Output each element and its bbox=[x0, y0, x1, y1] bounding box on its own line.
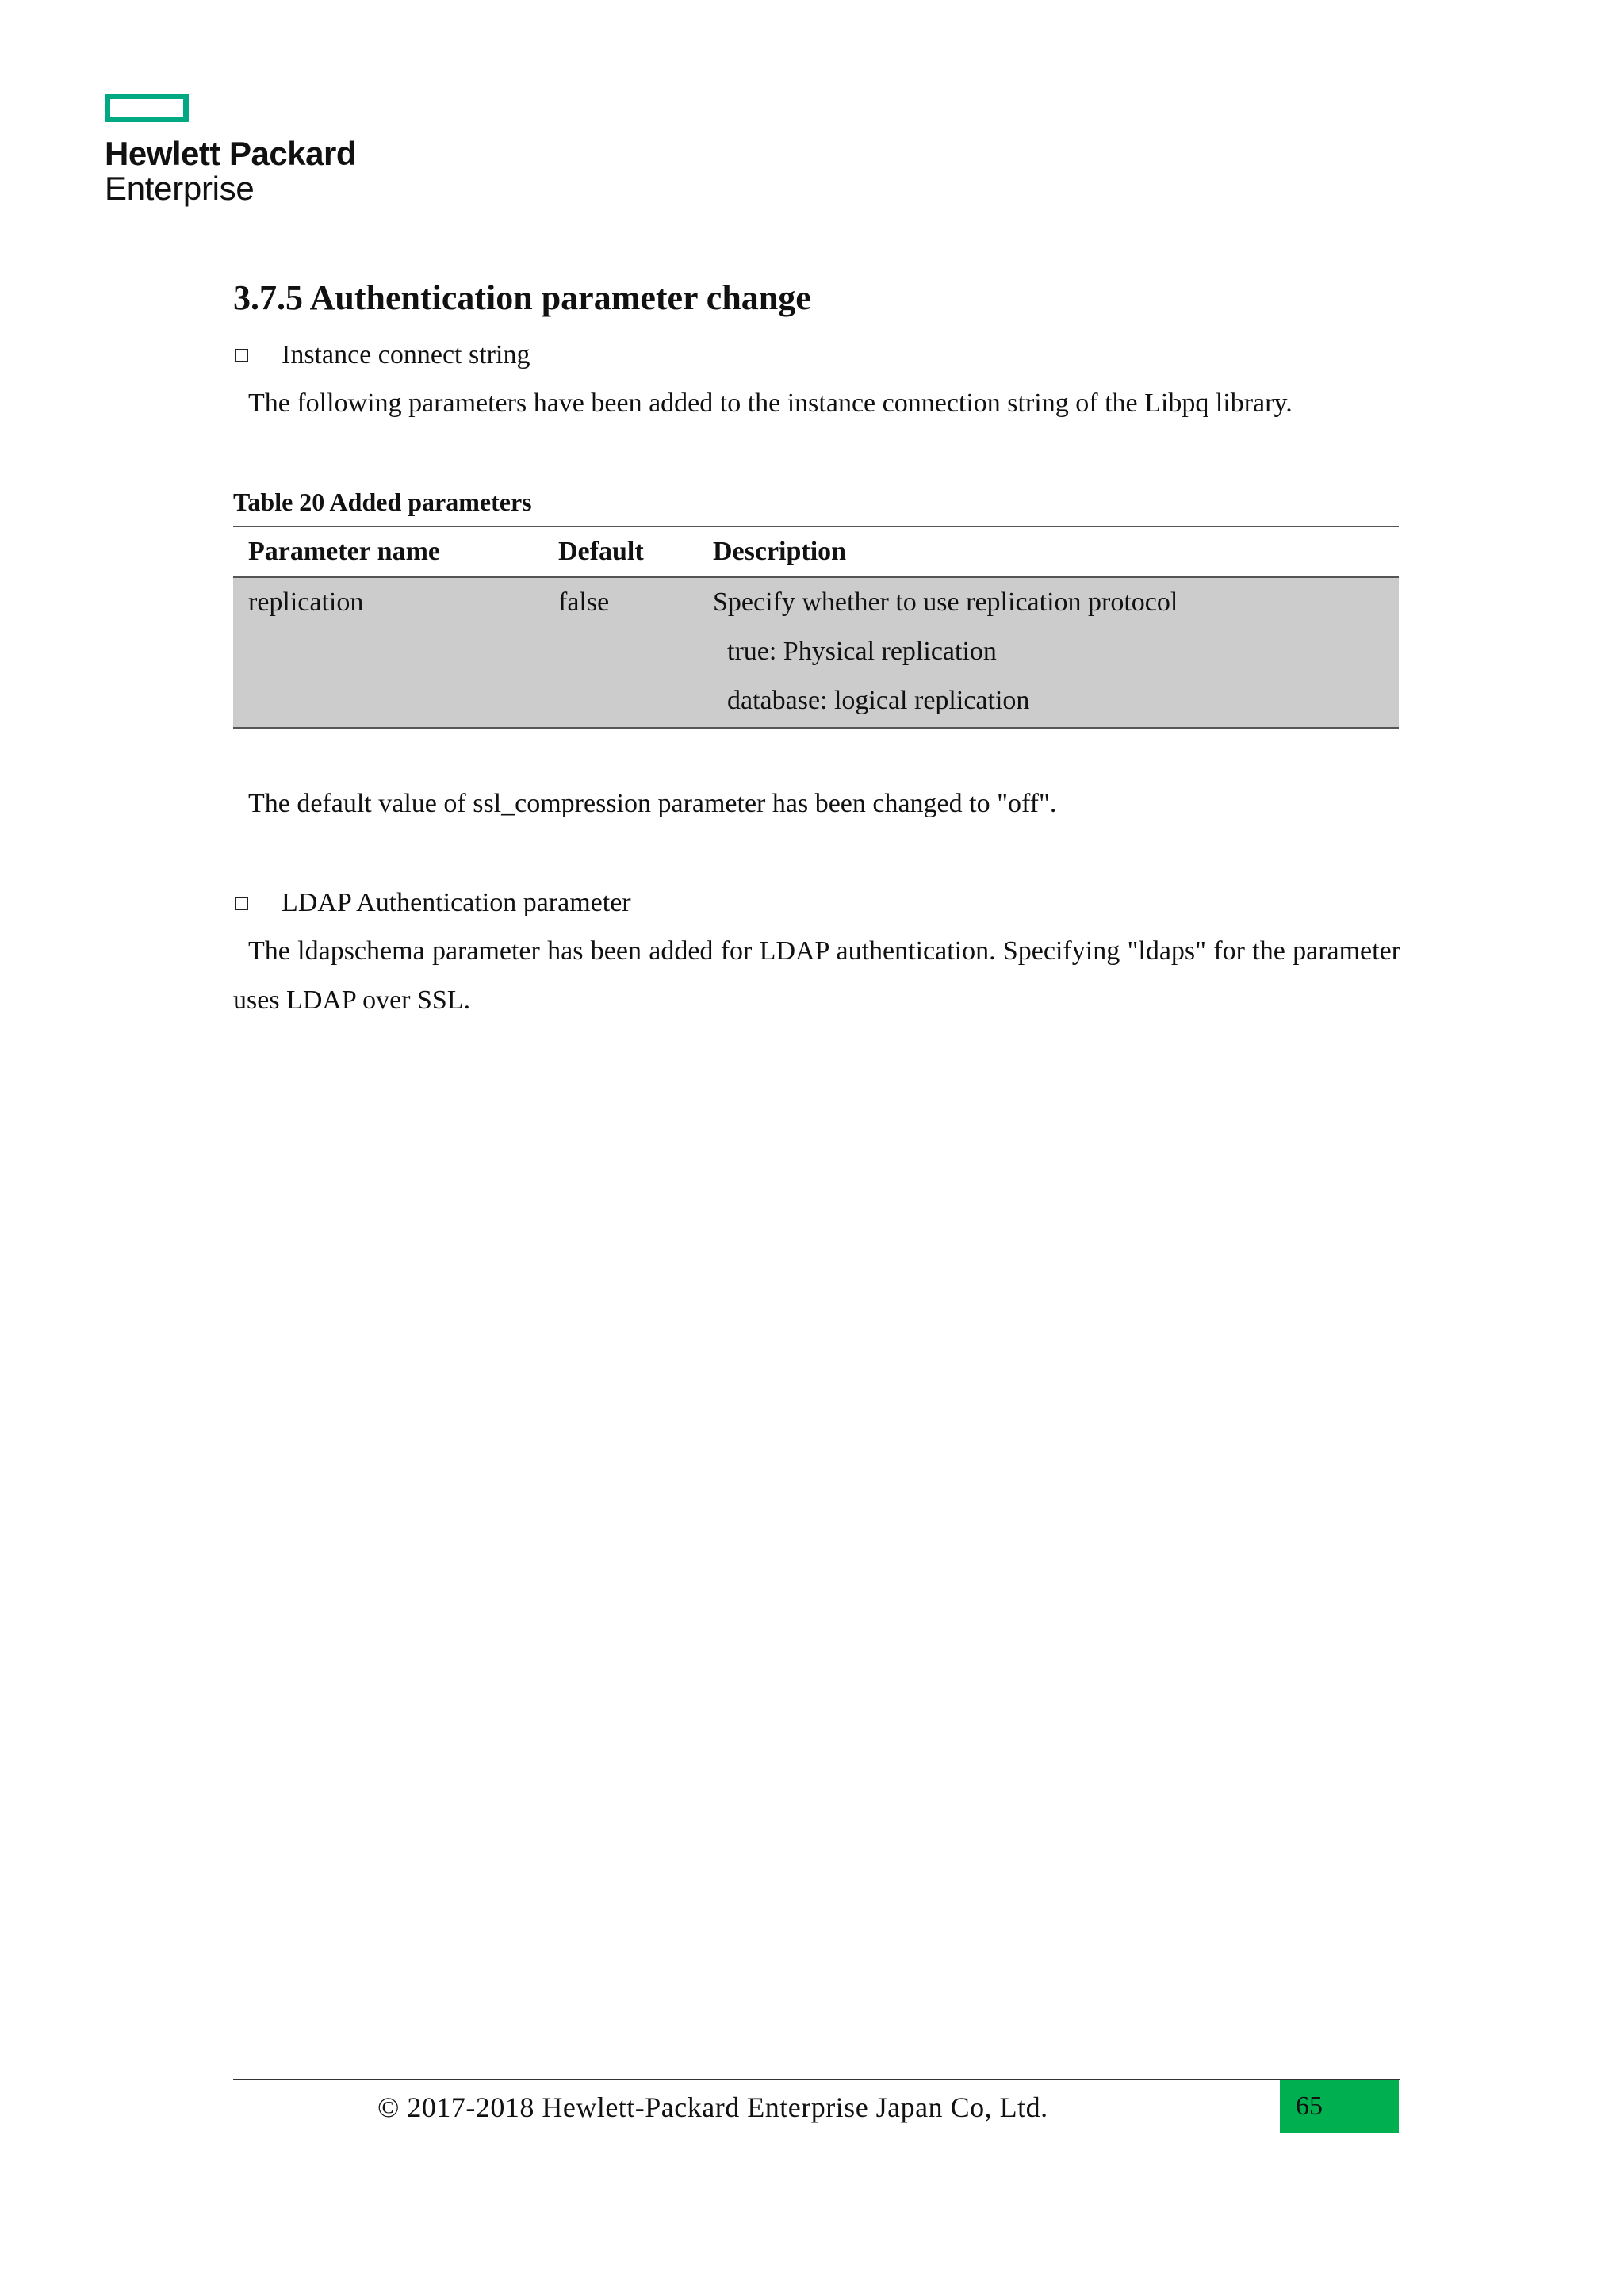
bullet-label: LDAP Authentication parameter bbox=[282, 888, 631, 917]
cell-parameter-name: replication bbox=[248, 587, 364, 617]
description-line: true: Physical replication bbox=[727, 637, 997, 666]
description-line: Specify whether to use replication protocol bbox=[713, 587, 1178, 617]
paragraph-intro: The following parameters have been added to the instance connection string of the Libpq library. bbox=[248, 388, 1293, 418]
footer-copyright: © 2017-2018 Hewlett-Packard Enterprise Japan Co, Ltd. bbox=[377, 2091, 1048, 2123]
table-caption: Table 20 Added parameters bbox=[233, 488, 532, 516]
hpe-logo bbox=[105, 94, 356, 206]
section-heading: 3.7.5 Authentication parameter change bbox=[233, 278, 811, 317]
page-number: 65 bbox=[1296, 2091, 1323, 2121]
table-row bbox=[233, 578, 1399, 727]
paragraph-ssl-compression: The default value of ssl_compression parameter has been changed to "off". bbox=[248, 789, 1057, 818]
square-bullet-icon bbox=[235, 897, 248, 910]
description-line: database: logical replication bbox=[727, 686, 1030, 715]
square-bullet-icon bbox=[235, 349, 248, 362]
cell-default: false bbox=[558, 587, 610, 617]
header-default: Default bbox=[558, 537, 644, 566]
paragraph-ldapschema: The ldapschema parameter has been added for LDAP authentication. Specifying "ldaps" for the parameter uses LDAP over SSL. bbox=[233, 936, 1400, 1015]
logo-text-line2: Enterprise bbox=[105, 170, 255, 207]
bullet-label: Instance connect string bbox=[282, 340, 530, 369]
table-header-row bbox=[233, 527, 1399, 578]
page-number-badge bbox=[1280, 2080, 1399, 2133]
header-description: Description bbox=[713, 537, 847, 566]
bullet-instance-connect bbox=[233, 337, 530, 373]
logo-text-line1: Hewlett Packard bbox=[105, 135, 356, 172]
parameters-table bbox=[233, 526, 1399, 729]
cell-description bbox=[713, 578, 1178, 725]
header-parameter-name: Parameter name bbox=[248, 537, 440, 566]
footer-divider bbox=[233, 2079, 1400, 2080]
hpe-logo-mark bbox=[105, 94, 189, 122]
bullet-ldap-auth bbox=[233, 885, 631, 921]
